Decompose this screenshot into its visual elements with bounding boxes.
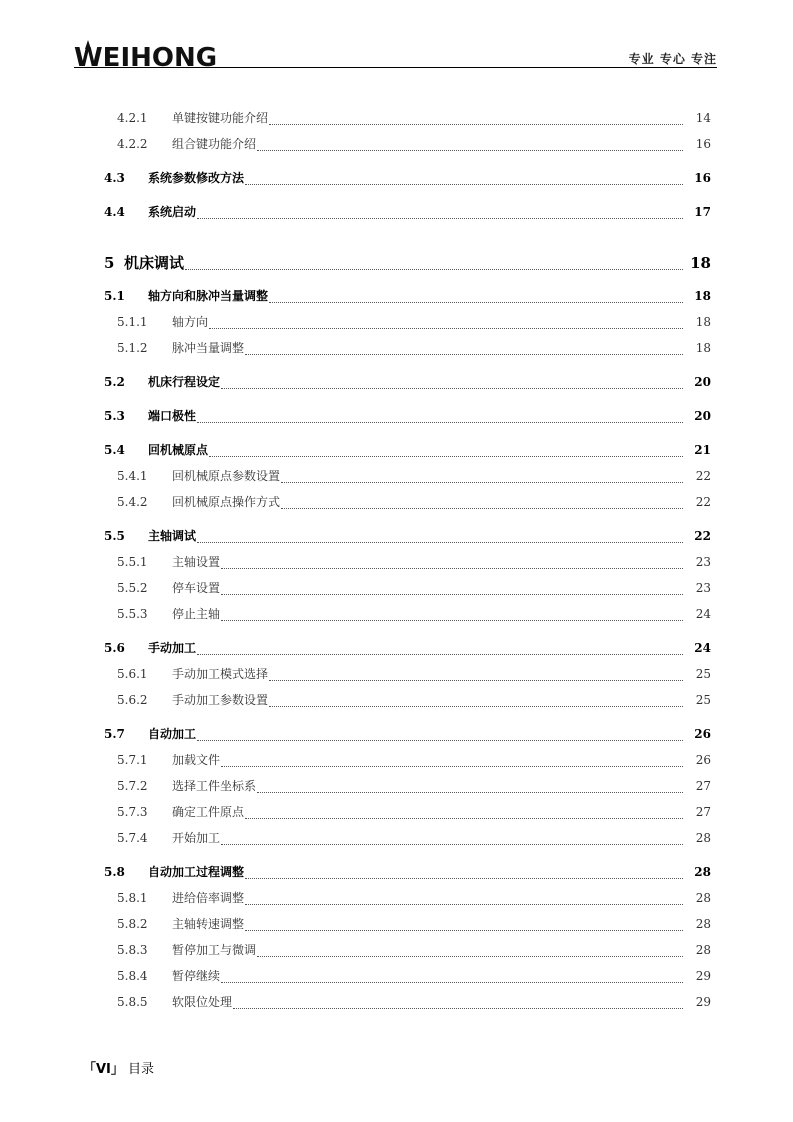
toc-leader-dots <box>245 916 683 931</box>
toc-entry-title: 回机械原点 <box>148 443 209 457</box>
toc-entry-number: 5.4.2 <box>117 495 148 509</box>
toc-entry[interactable] <box>0 314 793 334</box>
toc-entry[interactable] <box>0 640 793 660</box>
toc-leader-dots <box>269 110 683 125</box>
toc-entry-number: 5.5.1 <box>117 555 148 569</box>
toc-entry[interactable] <box>0 288 793 308</box>
toc-entry-title: 轴方向和脉冲当量调整 <box>148 289 269 303</box>
toc-entry-page: 18 <box>695 315 711 329</box>
toc-leader-dots <box>245 170 683 185</box>
toc-entry-page: 22 <box>695 469 711 483</box>
toc-entry-page: 22 <box>695 495 711 509</box>
toc-entry-title: 进给倍率调整 <box>172 891 245 905</box>
toc-entry-title: 端口极性 <box>148 409 197 423</box>
toc-entry-number: 5.7 <box>104 727 125 741</box>
toc-entry[interactable] <box>0 692 793 712</box>
toc-entry-title: 确定工件原点 <box>172 805 245 819</box>
toc-entry-page: 28 <box>695 917 711 931</box>
toc-entry[interactable] <box>0 916 793 936</box>
toc-leader-dots <box>197 204 683 219</box>
toc-entry-title: 回机械原点参数设置 <box>172 469 281 483</box>
toc-entry-page: 17 <box>694 205 711 219</box>
toc-entry[interactable] <box>0 778 793 798</box>
toc-entry-page: 24 <box>695 607 711 621</box>
page-footer <box>83 1058 154 1077</box>
toc-entry-title: 回机械原点操作方式 <box>172 495 281 509</box>
toc-entry[interactable] <box>0 110 793 130</box>
toc-leader-dots <box>281 468 683 483</box>
toc-entry[interactable] <box>0 136 793 156</box>
toc-leader-dots <box>245 804 683 819</box>
toc-leader-dots <box>197 640 683 655</box>
toc-entry-title: 自动加工过程调整 <box>148 865 245 879</box>
toc-entry-number: 5.8 <box>104 865 125 879</box>
toc-entry-number: 5 <box>104 254 115 272</box>
weihong-logo <box>74 38 224 70</box>
toc-leader-dots <box>269 692 683 707</box>
toc-entry-number: 5.8.2 <box>117 917 148 931</box>
toc-entry-title: 暂停继续 <box>172 969 221 983</box>
toc-entry-number: 5.1 <box>104 289 125 303</box>
toc-entry[interactable] <box>0 340 793 360</box>
toc-entry-title: 机床行程设定 <box>148 375 221 389</box>
toc-leader-dots <box>209 314 683 329</box>
toc-entry[interactable] <box>0 864 793 884</box>
toc-entry-title: 手动加工模式选择 <box>172 667 269 681</box>
toc-entry-page: 28 <box>694 865 711 879</box>
toc-entry[interactable] <box>0 994 793 1014</box>
toc-entry-number: 5.2 <box>104 375 125 389</box>
toc-entry-page: 24 <box>694 641 711 655</box>
toc-entry-title: 单键按键功能介绍 <box>172 111 269 125</box>
toc-entry[interactable] <box>0 890 793 910</box>
toc-entry-title: 组合键功能介绍 <box>172 137 257 151</box>
toc-leader-dots <box>281 494 683 509</box>
toc-entry-title: 暂停加工与微调 <box>172 943 257 957</box>
toc-entry-title: 软限位处理 <box>172 995 233 1009</box>
toc-entry-number: 5.5.3 <box>117 607 148 621</box>
toc-entry[interactable] <box>0 204 793 224</box>
toc-entry-number: 5.7.2 <box>117 779 148 793</box>
toc-entry[interactable] <box>0 528 793 548</box>
toc-entry-number: 5.6.2 <box>117 693 148 707</box>
toc-entry-number: 5.8.4 <box>117 969 148 983</box>
toc-entry-number: 5.6.1 <box>117 667 148 681</box>
toc-leader-dots <box>221 606 683 621</box>
toc-entry-title: 手动加工 <box>148 641 197 655</box>
toc-entry-number: 5.5 <box>104 529 125 543</box>
footer-page-number: 「VI」 <box>83 1062 124 1077</box>
toc-entry-title: 停车设置 <box>172 581 221 595</box>
toc-leader-dots <box>257 942 683 957</box>
toc-entry-number: 5.4 <box>104 443 125 457</box>
toc-entry-title: 轴方向 <box>172 315 209 329</box>
toc-entry[interactable] <box>0 408 793 428</box>
toc-leader-dots <box>269 288 683 303</box>
header-divider <box>74 67 717 68</box>
toc-entry-page: 20 <box>694 409 711 423</box>
header-slogan: 专业 专心 专注 <box>628 52 717 66</box>
toc-leader-dots <box>257 778 683 793</box>
toc-leader-dots <box>209 442 683 457</box>
toc-entry[interactable] <box>0 968 793 988</box>
toc-entry-page: 21 <box>694 443 711 457</box>
toc-entry[interactable] <box>0 374 793 394</box>
toc-entry-page: 23 <box>695 555 711 569</box>
toc-entry[interactable] <box>0 752 793 772</box>
toc-leader-dots <box>257 136 683 151</box>
toc-leader-dots <box>197 408 683 423</box>
toc-entry-page: 29 <box>695 969 711 983</box>
toc-entry[interactable] <box>0 726 793 746</box>
toc-leader-dots <box>245 890 683 905</box>
toc-entry-page: 14 <box>695 111 711 125</box>
toc-entry[interactable] <box>0 804 793 824</box>
toc-entry-number: 4.3 <box>104 171 125 185</box>
toc-leader-dots <box>197 528 683 543</box>
toc-entry-page: 27 <box>695 805 711 819</box>
toc-entry-page: 18 <box>695 341 711 355</box>
toc-leader-dots <box>245 340 683 355</box>
toc-entry-title: 停止主轴 <box>172 607 221 621</box>
toc-entry-number: 4.2.2 <box>117 137 148 151</box>
toc-entry-number: 5.8.3 <box>117 943 148 957</box>
toc-entry-page: 18 <box>690 254 711 272</box>
toc-leader-dots <box>197 726 683 741</box>
toc-entry-title: 主轴调试 <box>148 529 197 543</box>
toc-entry-title: 脉冲当量调整 <box>172 341 245 355</box>
toc-entry[interactable] <box>0 468 793 488</box>
toc-entry-number: 5.8.5 <box>117 995 148 1009</box>
toc-entry-page: 23 <box>695 581 711 595</box>
toc-entry-number: 4.4 <box>104 205 125 219</box>
toc-entry-page: 28 <box>695 891 711 905</box>
toc-entry-number: 5.1.1 <box>117 315 148 329</box>
footer-section-title: 目录 <box>128 1062 155 1077</box>
toc-entry-number: 5.7.1 <box>117 753 148 767</box>
toc-entry-page: 16 <box>695 137 711 151</box>
toc-leader-dots <box>221 968 683 983</box>
toc-entry-page: 20 <box>694 375 711 389</box>
toc-entry-number: 5.4.1 <box>117 469 148 483</box>
logo-text: WEIHONG <box>74 43 218 70</box>
toc-entry-page: 18 <box>694 289 711 303</box>
toc-entry-title: 选择工件坐标系 <box>172 779 257 793</box>
toc-entry-number: 5.3 <box>104 409 125 423</box>
toc-leader-dots <box>269 666 683 681</box>
toc-leader-dots <box>233 994 683 1009</box>
toc-entry-title: 机床调试 <box>124 254 185 272</box>
toc-entry-number: 4.2.1 <box>117 111 148 125</box>
toc-entry[interactable] <box>0 442 793 462</box>
toc-entry-page: 29 <box>695 995 711 1009</box>
toc-entry-title: 系统参数修改方法 <box>148 171 245 185</box>
toc-entry[interactable] <box>0 666 793 686</box>
toc-entry-number: 5.1.2 <box>117 341 148 355</box>
toc-entry-title: 加载文件 <box>172 753 221 767</box>
toc-leader-dots <box>221 374 683 389</box>
toc-entry[interactable] <box>0 942 793 962</box>
toc-leader-dots <box>221 830 683 845</box>
toc-entry[interactable] <box>0 254 793 274</box>
toc-entry[interactable] <box>0 170 793 190</box>
toc-entry-title: 自动加工 <box>148 727 197 741</box>
toc-leader-dots <box>221 554 683 569</box>
toc-entry-page: 26 <box>694 727 711 741</box>
toc-entry-title: 主轴转速调整 <box>172 917 245 931</box>
toc-leader-dots <box>245 864 683 879</box>
toc-leader-dots <box>221 752 683 767</box>
toc-entry-page: 27 <box>695 779 711 793</box>
toc-entry-title: 主轴设置 <box>172 555 221 569</box>
toc-entry-page: 22 <box>694 529 711 543</box>
toc-entry-page: 28 <box>695 943 711 957</box>
toc-entry-title: 手动加工参数设置 <box>172 693 269 707</box>
toc-leader-dots <box>221 580 683 595</box>
toc-entry-title: 开始加工 <box>172 831 221 845</box>
toc-entry-page: 25 <box>695 667 711 681</box>
toc-entry-number: 5.7.3 <box>117 805 148 819</box>
toc-entry-number: 5.7.4 <box>117 831 148 845</box>
toc-entry-page: 25 <box>695 693 711 707</box>
toc-leader-dots <box>185 254 683 270</box>
toc-entry[interactable] <box>0 606 793 626</box>
toc-entry[interactable] <box>0 830 793 850</box>
toc-entry[interactable] <box>0 554 793 574</box>
toc-entry[interactable] <box>0 580 793 600</box>
toc-entry-number: 5.5.2 <box>117 581 148 595</box>
toc-entry-number: 5.8.1 <box>117 891 148 905</box>
toc-entry-number: 5.6 <box>104 641 125 655</box>
toc-entry-page: 16 <box>694 171 711 185</box>
toc-entry-title: 系统启动 <box>148 205 197 219</box>
toc-entry-page: 28 <box>695 831 711 845</box>
toc-entry-page: 26 <box>695 753 711 767</box>
toc-entry[interactable] <box>0 494 793 514</box>
